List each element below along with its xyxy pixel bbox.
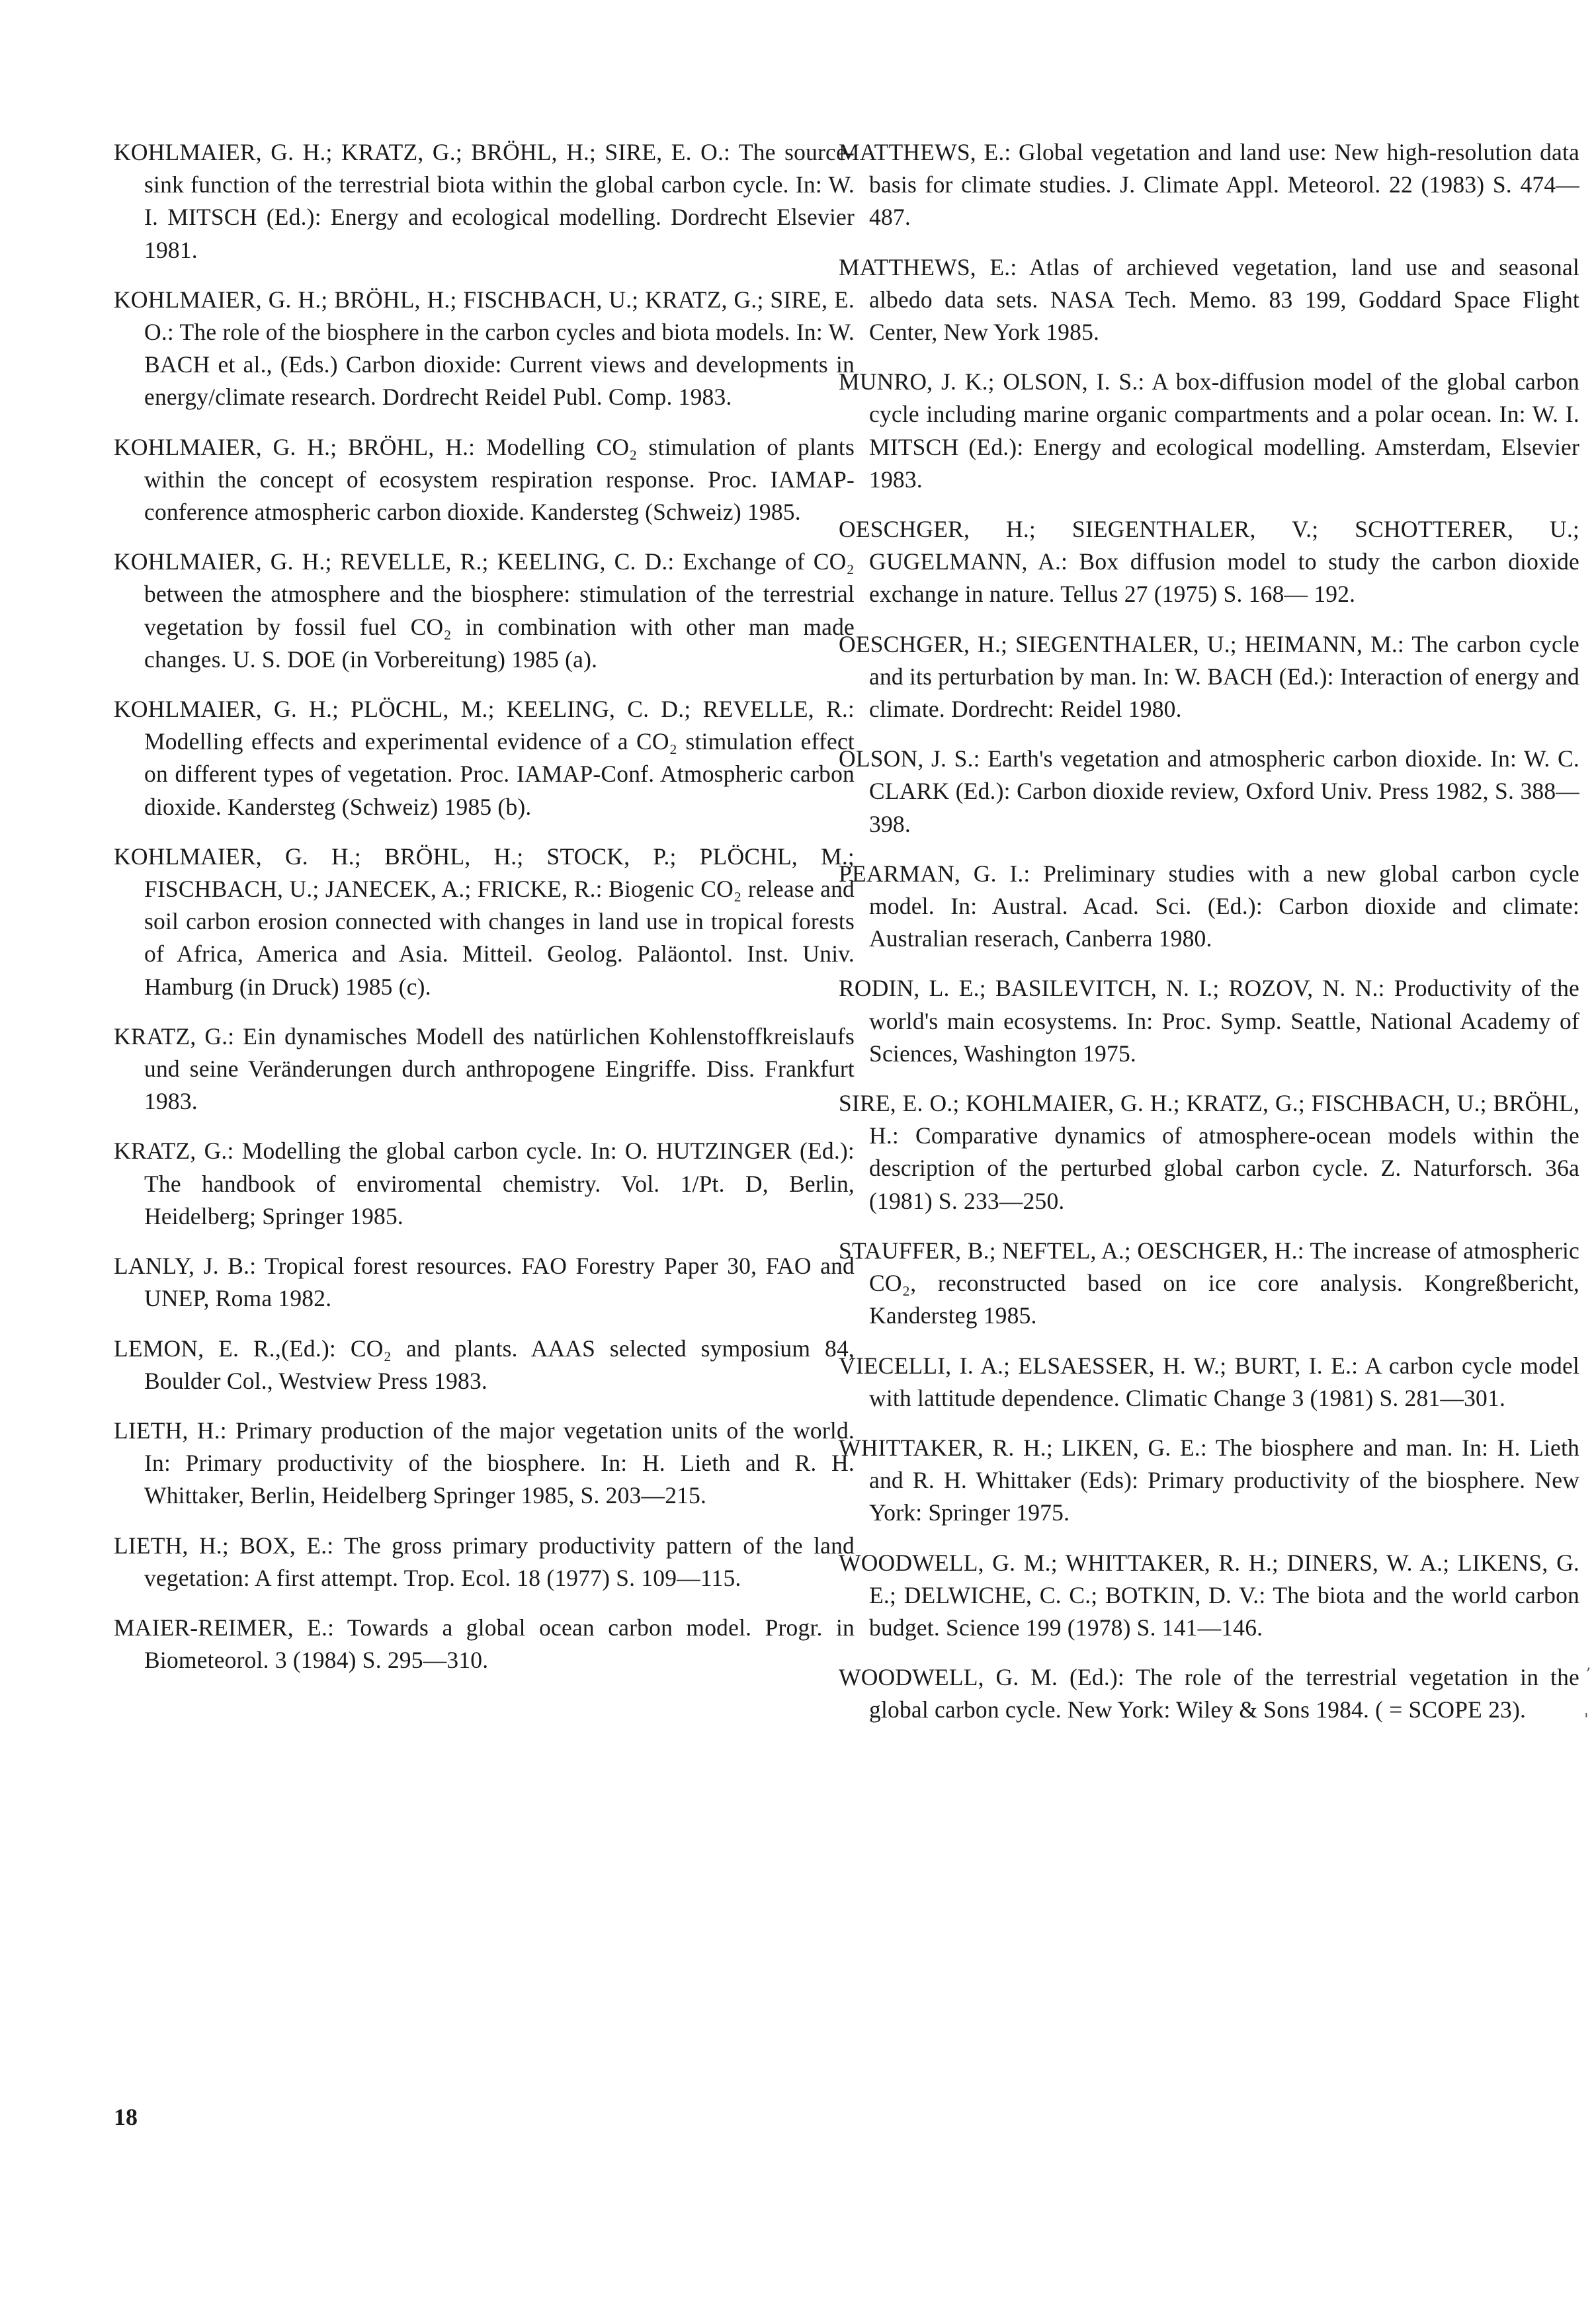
reference-entry: SIRE, E. O.; KOHLMAIER, G. H.; KRATZ, G.; FISCHBACH, U.; BRÖHL, H.: Comparative dynamics of atmosphere-ocean models within the description of the perturbed global carbon cycle. Z. Naturforsch. 36a (1981) S. 233—250. bbox=[839, 1090, 1579, 1214]
reference-entry: WOODWELL, G. M.; WHITTAKER, R. H.; DINERS, W. A.; LIKENS, G. E.; DELWICHE, C. C.; BOTKIN, D. V.: The biota and the world carbon budget. Science 199 (1978) S. 141—146. bbox=[839, 1549, 1579, 1641]
reference-entry: PEARMAN, G. I.: Preliminary studies with a new global carbon cycle model. In: Austral. Acad. Sci. (Ed.): Carbon dioxide and climate: Australian reserach, Canberra 1980. bbox=[839, 860, 1579, 952]
reference-entry: RODIN, L. E.; BASILEVITCH, N. I.; ROZOV, N. N.: Productivity of the world's main ecosystems. In: Proc. Symp. Seattle, National Academy of Sciences, Washington 1975. bbox=[839, 975, 1579, 1067]
reference-entry: LIETH, H.: Primary production of the major vegetation units of the world. In: Primary productivity of the biosphere. In: H. Lieth and R. H. Whittaker, Berlin, Heidelberg Springer 1985, S. 203—215. bbox=[114, 1417, 855, 1509]
scan-speck: ' bbox=[1584, 1710, 1589, 1729]
reference-entry: KOHLMAIER, G. H.; BRÖHL, H.; STOCK, P.; PLÖCHL, M.; FISCHBACH, U.; JANECEK, A.; FRICKE, R.: Biogenic CO₂ release and soil carbon erosion connected with changes in land use in tropical forests of Africa, America and Asia. Mitteil. Geolog. Paläontol. Inst. Univ. Hamburg (in Druck) 1985 (c). bbox=[114, 843, 855, 1000]
reference-entry: MAIER-REIMER, E.: Towards a global ocean carbon model. Progr. in Biometeorol. 3 (1984) S. 295—310. bbox=[114, 1614, 855, 1674]
reference-entry: KRATZ, G.: Ein dynamisches Modell des natürlichen Kohlenstoffkreislaufs und seine Veränderungen durch anthropogene Eingriffe. Diss. Frankfurt 1983. bbox=[114, 1022, 855, 1115]
left-reference-column bbox=[114, 136, 855, 1694]
reference-entry: KOHLMAIER, G. H.; BRÖHL, H.; FISCHBACH, U.; KRATZ, G.; SIRE, E. O.: The role of the biosphere in the carbon cycles and biota models. In: W. BACH et al., (Eds.) Carbon dioxide: Current views and developments in energy/climate research. Dordrecht Reidel Publ. Comp. 1983. bbox=[114, 286, 855, 411]
reference-entry: KOHLMAIER, G. H.; PLÖCHL, M.; KEELING, C. D.; REVELLE, R.: Modelling effects and experimental evidence of a CO₂ stimulation effect on different types of vegetation. Proc. IAMAP-Conf. Atmospheric carbon dioxide. Kandersteg (Schweiz) 1985 (b). bbox=[114, 696, 855, 820]
reference-entry: LIETH, H.; BOX, E.: The gross primary productivity pattern of the land vegetation: A first attempt. Trop. Ecol. 18 (1977) S. 109—115. bbox=[114, 1532, 855, 1591]
scan-speck: , bbox=[1586, 1655, 1591, 1673]
reference-entry: KOHLMAIER, G. H.; BRÖHL, H.: Modelling CO₂ stimulation of plants within the concept of ecosystem respiration response. Proc. IAMAP-conference atmospheric carbon dioxide. Kandersteg (Schweiz) 1985. bbox=[114, 433, 855, 526]
reference-entry: VIECELLI, I. A.; ELSAESSER, H. W.; BURT, I. E.: A carbon cycle model with lattitude dependence. Climatic Change 3 (1981) S. 281—301. bbox=[839, 1352, 1579, 1411]
reference-entry: MATTHEWS, E.: Global vegetation and land use: New high-resolution data basis for climate studies. J. Climate Appl. Meteorol. 22 (1983) S. 474—487. bbox=[839, 139, 1579, 231]
reference-entry: OESCHGER, H.; SIEGENTHALER, U.; HEIMANN, M.: The carbon cycle and its perturbation by man. In: W. BACH (Ed.): Interaction of energy and climate. Dordrecht: Reidel 1980. bbox=[839, 630, 1579, 723]
reference-entry: KOHLMAIER, G. H.; REVELLE, R.; KEELING, C. D.: Exchange of CO₂ between the atmosphere and the biosphere: stimulation of the terrestrial vegetation by fossil fuel CO₂ in combination with other man made changes. U. S. DOE (in Vorbereitung) 1985 (a). bbox=[114, 548, 855, 673]
reference-entry: OLSON, J. S.: Earth's vegetation and atmospheric carbon dioxide. In: W. C. CLARK (Ed.): Carbon dioxide review, Oxford Univ. Press 1982, S. 388—398. bbox=[839, 745, 1579, 837]
reference-entry: STAUFFER, B.; NEFTEL, A.; OESCHGER, H.: The increase of atmospheric CO₂, reconstructed based on ice core analysis. Kongreßbericht, Kandersteg 1985. bbox=[839, 1237, 1579, 1329]
reference-entry: LEMON, E. R.,(Ed.): CO₂ and plants. AAAS selected symposium 84, Boulder Col., Westview Press 1983. bbox=[114, 1335, 855, 1394]
reference-entry: WHITTAKER, R. H.; LIKEN, G. E.: The biosphere and man. In: H. Lieth and R. H. Whittaker (Eds): Primary productivity of the biosphere. New York: Springer 1975. bbox=[839, 1434, 1579, 1526]
reference-entry: KOHLMAIER, G. H.; KRATZ, G.; BRÖHL, H.; SIRE, E. O.: The source-sink function of the terrestrial biota within the global carbon cycle. In: W. I. MITSCH (Ed.): Energy and ecological modelling. Dordrecht Elsevier 1981. bbox=[114, 139, 855, 263]
reference-entry: KRATZ, G.: Modelling the global carbon cycle. In: O. HUTZINGER (Ed.): The handbook of enviromental chemistry. Vol. 1/Pt. D, Berlin, Heidelberg; Springer 1985. bbox=[114, 1138, 855, 1229]
reference-entry: MATTHEWS, E.: Atlas of archieved vegetation, land use and seasonal albedo data sets. NASA Tech. Memo. 83 199, Goddard Space Flight Center, New York 1985. bbox=[839, 253, 1579, 346]
reference-entry: MUNRO, J. K.; OLSON, I. S.: A box-diffusion model of the global carbon cycle including marine organic compartments and a polar ocean. In: W. I. MITSCH (Ed.): Energy and ecological modelling. Amsterdam, Elsevier 1983. bbox=[839, 368, 1579, 493]
reference-entry: LANLY, J. B.: Tropical forest resources. FAO Forestry Paper 30, FAO and UNEP, Roma 1982. bbox=[114, 1253, 855, 1312]
page-number: 18 bbox=[114, 2104, 138, 2130]
reference-entry: WOODWELL, G. M. (Ed.): The role of the terrestrial vegetation in the global carbon cycle. New York: Wiley & Sons 1984. ( = SCOPE 23). bbox=[839, 1664, 1579, 1723]
right-reference-column bbox=[839, 136, 1579, 1744]
reference-entry: OESCHGER, H.; SIEGENTHALER, V.; SCHOTTERER, U.; GUGELMANN, A.: Box diffusion model to study the carbon dioxide exchange in nature. Tellus 27 (1975) S. 168— 192. bbox=[839, 516, 1579, 608]
